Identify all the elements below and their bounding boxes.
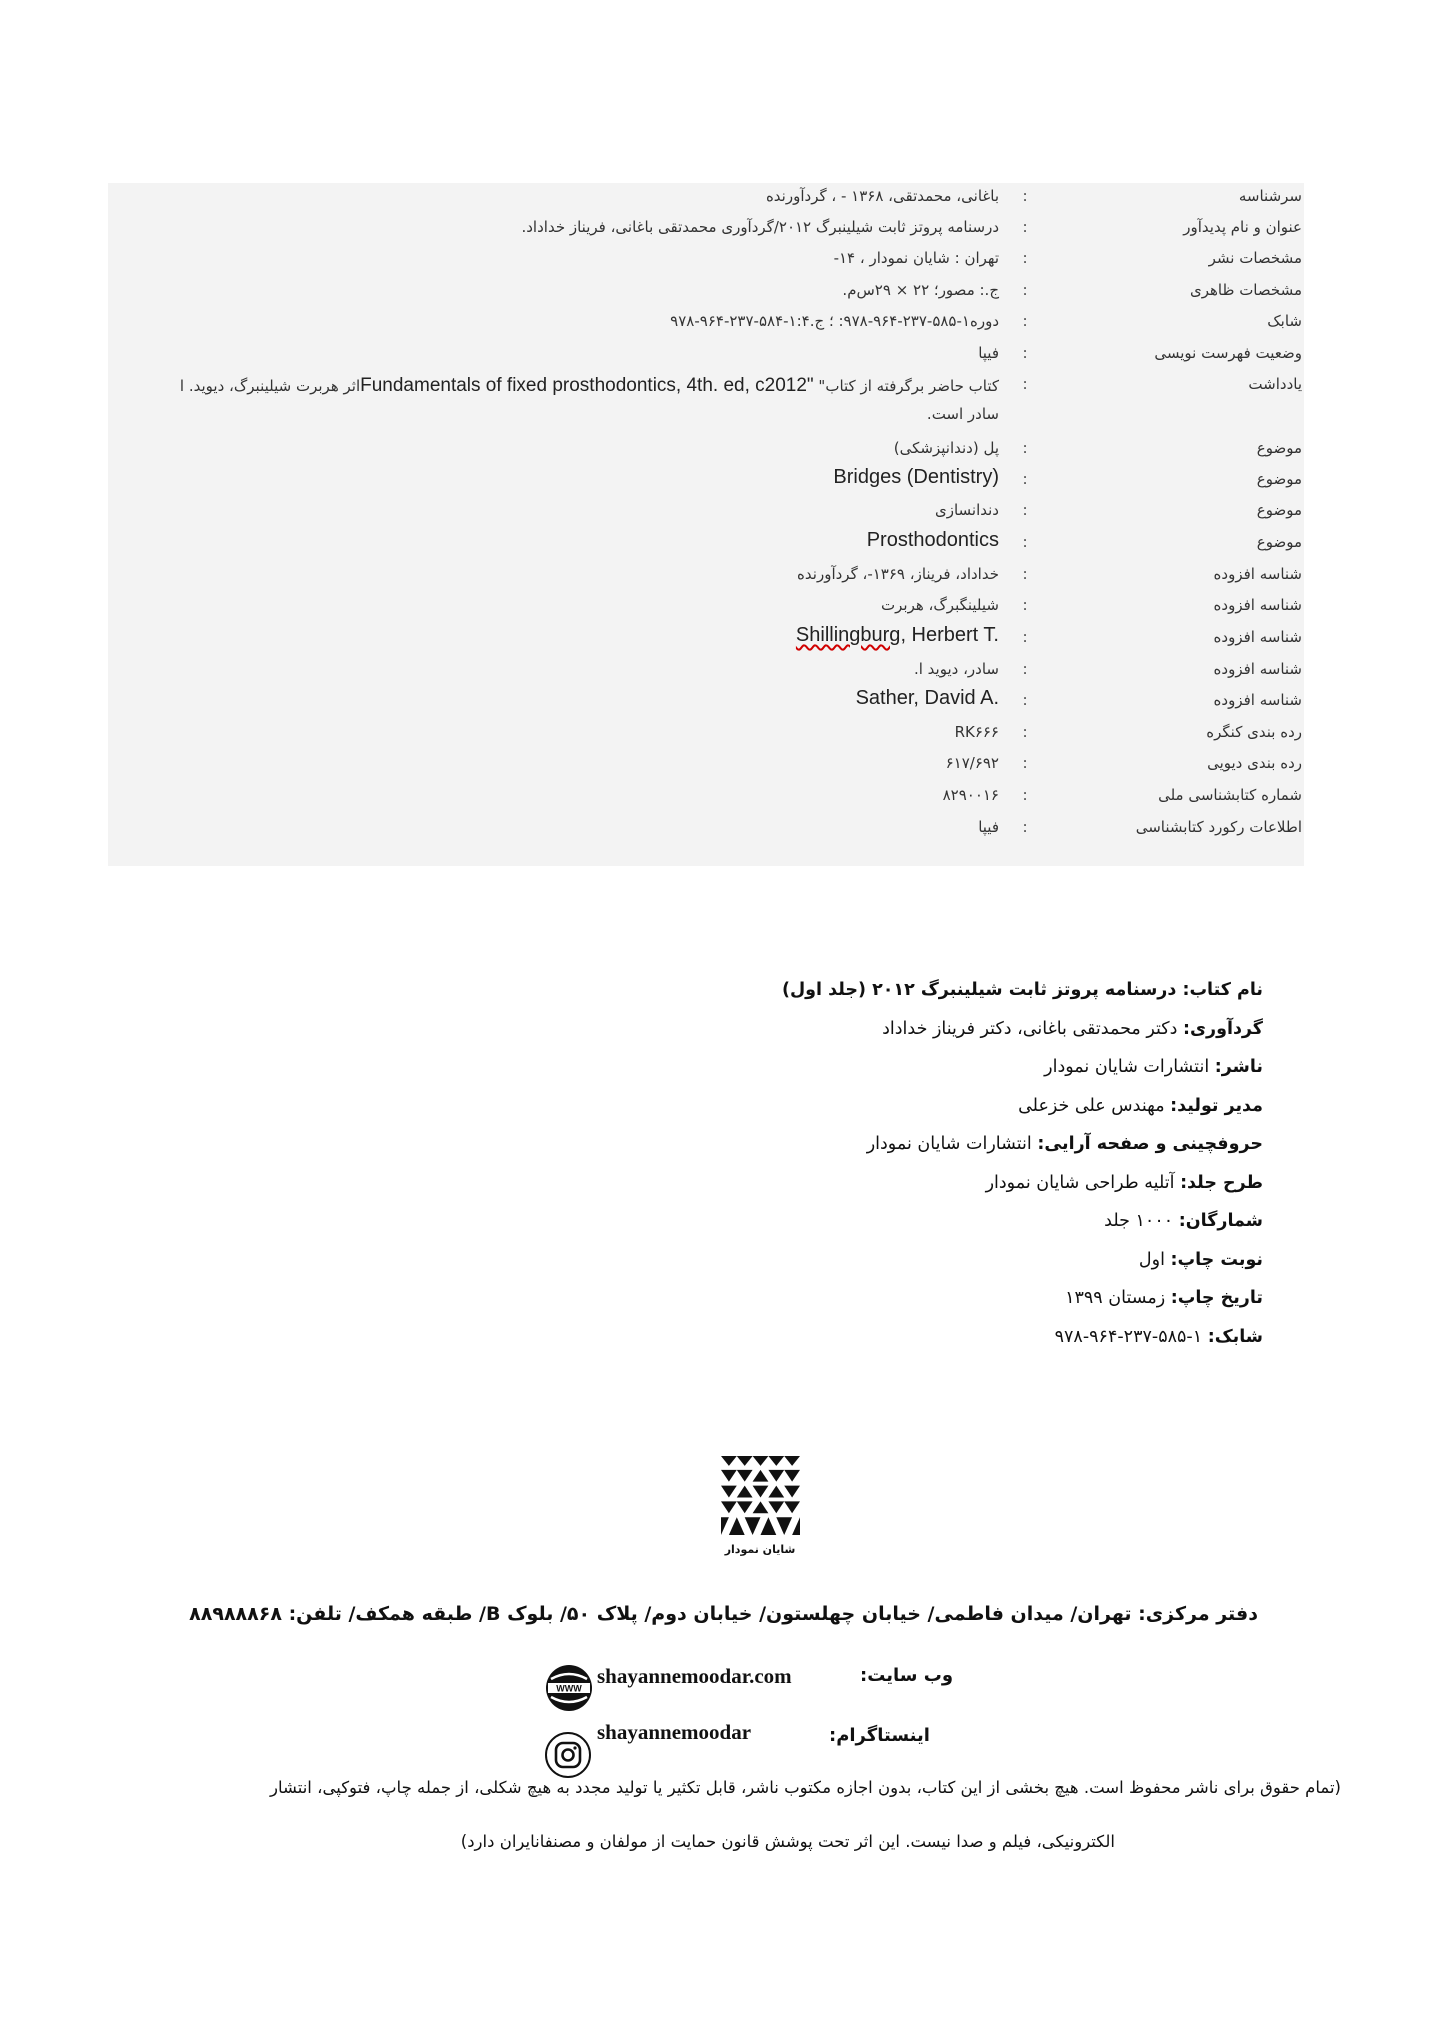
cip-note-value — [180, 375, 999, 397]
cip-row-added-entry — [108, 656, 1304, 686]
credit-line-edition — [463, 1250, 1263, 1289]
credit-line-publisher — [463, 1057, 1263, 1096]
cip-row-lc-classification — [108, 719, 1304, 749]
cip-colon: : — [1022, 754, 1028, 772]
credit-value: انتشارات شایان نمودار — [866, 1134, 1038, 1154]
cip-row-publication — [108, 245, 1304, 275]
cip-value: ۶۱۷/۶۹۲ — [945, 754, 999, 772]
copyright-notice-line-1: (تمام حقوق برای ناشر محفوظ است. هیچ بخشی از این کتاب، بدون اجازه مکتوب ناشر، قابل تکثیر یا تولید مجدد به هیچ شکلی، از جمله چاپ، فتوکپی، انتشار — [270, 1778, 1341, 1797]
credit-value: ۱۰۰۰ جلد — [1104, 1211, 1179, 1231]
note-source-title: Fundamentals of fixed prosthodontics, 4th. ed, c2012" — [360, 375, 814, 396]
cip-colon: : — [1022, 187, 1028, 205]
credit-value: ۱-۵۸۵-۲۳۷-۹۶۴-۹۷۸ — [1054, 1326, 1208, 1347]
credit-line-production-manager — [463, 1096, 1263, 1135]
cip-value: دندانسازی — [934, 501, 999, 519]
cip-colon: : — [1022, 218, 1028, 236]
credit-value: درسنامه پروتز ثابت شیلینبرگ ۲۰۱۲ (جلد اول) — [781, 980, 1183, 1000]
cip-label: موضوع — [1256, 470, 1302, 488]
catalog-in-publication-block — [108, 183, 1304, 866]
cip-value: Bridges (Dentistry) — [833, 466, 999, 488]
cip-colon: : — [1022, 533, 1028, 551]
cip-label: شابک — [1267, 312, 1302, 330]
cip-value: فیپا — [978, 818, 999, 836]
cip-colon: : — [1022, 723, 1028, 741]
cip-row-subject — [108, 435, 1304, 465]
credit-value: مهندس علی خزعلی — [1018, 1095, 1171, 1116]
triangle-pattern-logo-icon — [721, 1456, 800, 1535]
cip-row-added-entry — [108, 624, 1304, 654]
credit-value: آتلیه طراحی شایان نمودار — [985, 1172, 1181, 1193]
credit-line-book-title — [463, 980, 1263, 1019]
logo-caption: شایان نمودار — [724, 1543, 796, 1556]
cip-value: فیپا — [978, 344, 999, 362]
cip-colon: : — [1022, 344, 1028, 362]
cip-row-isbn — [108, 308, 1304, 338]
cip-row-subject — [108, 529, 1304, 559]
cip-label: عنوان و نام پدیدآور — [1183, 218, 1302, 236]
cip-row-main-entry — [108, 183, 1304, 213]
cip-value: درسنامه پروتز ثابت شیلینبرگ ۲۰۱۲/گردآوری محمدتقی باغانی، فریناز خداداد. — [521, 218, 999, 236]
website-link[interactable]: shayannemoodar.com — [597, 1664, 792, 1688]
credit-value: دکتر محمدتقی باغانی، دکتر فریناز خداداد — [882, 1018, 1183, 1039]
copyright-notice-line-2: الکترونیکی، فیلم و صدا نیست. این اثر تحت پوشش قانون حمایت از مولفان و مصنفانایران دارد) — [460, 1832, 1115, 1851]
cip-row-note — [108, 371, 1304, 433]
cip-colon: : — [1022, 312, 1028, 330]
credit-key: تاریخ چاپ: — [1170, 1288, 1263, 1308]
cip-value: پل (دندانپزشکی) — [893, 439, 999, 457]
cip-value: Prosthodontics — [866, 529, 999, 551]
cip-value: باغانی، محمدتقی، ۱۳۶۸ - ، گردآورنده — [765, 187, 999, 205]
cip-row-record-information — [108, 814, 1304, 844]
cip-label: موضوع — [1256, 533, 1302, 551]
credit-line-typesetting — [463, 1134, 1263, 1173]
credit-value: اول — [1138, 1249, 1171, 1270]
credit-value: انتشارات شایان نمودار — [1044, 1057, 1215, 1077]
cip-label: یادداشت — [1248, 375, 1302, 393]
credit-value: زمستان ۱۳۹۹ — [1065, 1288, 1171, 1308]
credit-key: مدیر تولید: — [1170, 1095, 1263, 1116]
cip-label: مشخصات ظاهری — [1189, 281, 1302, 299]
credit-key: نوبت چاپ: — [1170, 1249, 1263, 1270]
cip-label: وضعیت فهرست نویسی — [1154, 344, 1302, 362]
cip-row-title — [108, 214, 1304, 244]
cip-label: رده بندی دیویی — [1207, 754, 1302, 772]
credit-key: ناشر: — [1214, 1057, 1263, 1077]
cip-colon: : — [1022, 501, 1028, 519]
credit-line-isbn — [463, 1327, 1263, 1366]
cip-row-physical-description — [108, 277, 1304, 307]
cip-colon: : — [1022, 818, 1028, 836]
cip-colon: : — [1022, 660, 1028, 678]
cip-row-catalog-status — [108, 340, 1304, 370]
spellcheck-underlined-word: Shillingburg — [795, 624, 901, 646]
website-label: وب سایت: — [860, 1665, 954, 1686]
cip-label: موضوع — [1256, 439, 1302, 457]
note-suffix: اثر هربرت شیلینبرگ، دیوید. ا — [179, 377, 361, 395]
cip-value: سادر، دیوید ا. — [913, 660, 999, 678]
credit-line-cover-design — [463, 1173, 1263, 1212]
cip-label: شناسه افزوده — [1213, 596, 1302, 614]
cip-value: دوره۱-۵۸۵-۲۳۷-۹۶۴-۹۷۸: ؛ ج.۱:۴-۵۸۴-۲۳۷-۹۶۴-۹۷۸ — [670, 312, 999, 330]
cip-value: شیلینگبرگ، هربرت — [881, 596, 999, 614]
head-office-address: دفتر مرکزی: تهران/ میدان فاطمی/ خیابان چهلستون/ خیابان دوم/ پلاک ۵۰/ بلوک B/ طبقه همکف/ تلفن: ۸۸۹۸۸۸۶۸ — [189, 1603, 1258, 1625]
cip-value — [796, 624, 999, 647]
cip-row-subject — [108, 497, 1304, 527]
credit-key: نام کتاب: — [1182, 980, 1263, 1000]
cip-label: شناسه افزوده — [1213, 660, 1302, 678]
cip-colon: : — [1022, 470, 1028, 488]
cip-label: شناسه افزوده — [1213, 565, 1302, 583]
cip-label: اطلاعات رکورد کتابشناسی — [1135, 818, 1302, 836]
credit-key: طرح جلد: — [1180, 1172, 1263, 1193]
note-prefix: کتاب حاضر برگرفته از کتاب" — [813, 377, 999, 395]
cip-label: موضوع — [1256, 501, 1302, 519]
cip-row-national-bibliography-number — [108, 782, 1304, 812]
cip-colon: : — [1022, 565, 1028, 583]
cip-label: شماره کتابشناسی ملی — [1158, 786, 1302, 804]
credit-line-print-run — [463, 1211, 1263, 1250]
credit-key: گردآوری: — [1182, 1018, 1263, 1039]
instagram-label: اینستاگرام: — [829, 1725, 930, 1746]
cip-note-continuation: سادر است. — [926, 405, 999, 423]
cip-value: Sather, David A. — [855, 687, 999, 709]
cip-value: ۸۲۹۰۰۱۶ — [942, 786, 999, 804]
credit-line-print-date — [463, 1288, 1263, 1327]
cip-label: مشخصات نشر — [1208, 249, 1302, 267]
cip-label: رده بندی کنگره — [1206, 723, 1302, 741]
cip-label: شناسه افزوده — [1213, 691, 1302, 709]
cip-colon: : — [1022, 281, 1028, 299]
cip-value: تهران : شایان نمودار ، ۱۴- — [833, 249, 999, 267]
book-credits — [463, 980, 1263, 1365]
cip-colon: : — [1022, 628, 1028, 646]
instagram-handle-link[interactable]: shayannemoodar — [597, 1720, 752, 1744]
instagram-icon — [545, 1732, 591, 1778]
cip-row-subject — [108, 466, 1304, 496]
svg-text:WWW: WWW — [556, 1683, 582, 1694]
cip-colon: : — [1022, 786, 1028, 804]
credit-key: شابک: — [1207, 1326, 1263, 1347]
credit-line-compiler — [463, 1019, 1263, 1058]
credit-key: حروفچینی و صفحه آرایی: — [1037, 1134, 1263, 1154]
cip-value: RK۶۶۶ — [954, 723, 999, 741]
cip-label: شناسه افزوده — [1213, 628, 1302, 646]
cip-colon: : — [1022, 691, 1028, 709]
cip-colon: : — [1022, 596, 1028, 614]
www-globe-icon — [545, 1664, 593, 1712]
cip-colon: : — [1022, 375, 1028, 393]
name-remainder: , Herbert T. — [900, 624, 999, 646]
cip-row-added-entry — [108, 592, 1304, 622]
credit-key: شمارگان: — [1178, 1211, 1263, 1231]
cip-row-dewey-classification — [108, 750, 1304, 780]
cip-row-added-entry — [108, 561, 1304, 591]
cip-value: خداداد، فریناز، ۱۳۶۹-، گردآورنده — [797, 565, 999, 583]
cip-colon: : — [1022, 439, 1028, 457]
cip-row-added-entry — [108, 687, 1304, 717]
cip-label: سرشناسه — [1238, 187, 1302, 205]
cip-value: ج.: مصور؛ ۲۲ × ۲۹س‌م. — [842, 281, 999, 299]
cip-colon: : — [1022, 249, 1028, 267]
